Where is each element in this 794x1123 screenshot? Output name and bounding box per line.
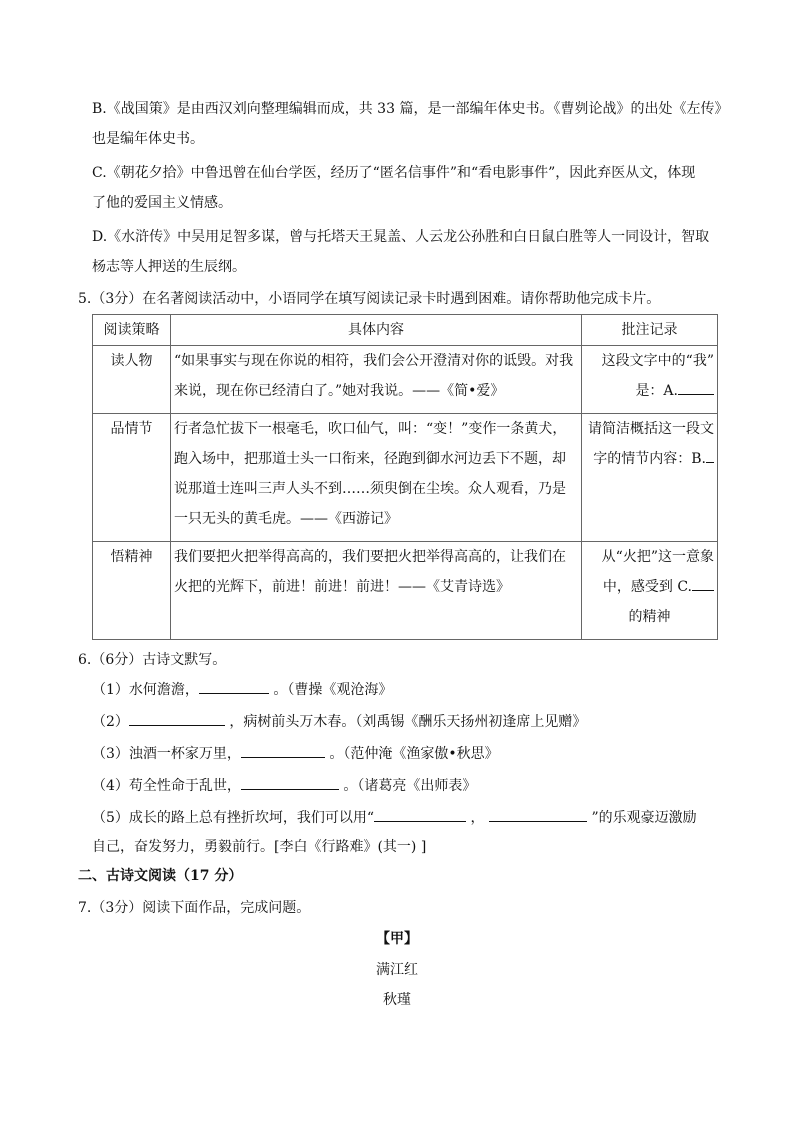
content-cell: 行者急忙拔下一根毫毛，吹口仙气，叫：“变！”变作一条黄犬，跑入场中，把那道士头一口衔来，径跑到御水河边丢下不题，却说那道士连叫三声人头不到……须臾倒在尘埃。众人观看，乃是一只无头的黄毛虎。——《西游记》 [171,414,582,542]
option-c-line2: 了他的爱国主义情感。 [92,195,232,211]
note-cell [582,346,718,414]
poem-title: 满江红 [376,962,418,978]
dictation-item-2: （2） ，病树前头万木春。（刘禹锡《酬乐天扬州初逢席上见赠》 [92,711,586,732]
answer-blank[interactable] [678,380,714,395]
note-answer-b: 字的情节内容：B. [585,444,714,474]
poem-tag: 【甲】 [376,931,418,947]
question-5-stem: 5.（3分）在名著阅读活动中，小语同学在填写阅读记录卡时遇到困难。请你帮助他完成卡片。 [78,291,661,307]
option-c-line1: C.《朝花夕拾》中鲁迅曾在仙台学医，经历了“匿名信事件”和“看电影事件”，因此弃医从文，体现 [92,165,696,181]
option-b-line2: 也是编年体史书。 [92,131,204,147]
table-row [93,346,718,414]
answer-blank[interactable] [241,743,325,758]
note-line: 这段文字中的“我” [601,353,714,369]
answer-blank[interactable] [129,711,225,726]
note-line: 的精神 [628,609,671,625]
note-line: 从“火把”这一意象 [601,549,714,565]
strategy-cell: 品情节 [93,414,171,542]
poem-author: 秋瑾 [383,992,411,1008]
section-title: 二、古诗文阅读（17 分） [78,868,243,884]
note-cell [582,414,718,542]
dictation-item-4: （4）苟全性命于乱世， 。（诸葛亮《出师表》 [92,775,476,796]
note-answer-c: 中，感受到 C. [585,572,714,602]
content-cell: “如果事实与现在你说的相符，我们会公开澄清对你的诋毁。对我来说，现在你已经清白了。”她对我说。——《简•爱》 [171,346,582,414]
header-note: 批注记录 [582,315,718,346]
strategy-cell: 读人物 [93,346,171,414]
reading-record-table [92,314,718,640]
note-cell [582,542,718,640]
note-answer-a: 是：A. [585,376,714,406]
dictation-item-1: （1）水何澹澹， 。（曹操《观沧海》 [92,679,392,700]
answer-blank[interactable] [199,679,269,694]
dictation-item-5-line2: 自己，奋发努力，勇毅前行。[李白《行路难》(其一) ] [92,839,427,855]
answer-blank[interactable] [374,807,466,822]
answer-blank[interactable] [489,807,587,822]
dictation-item-5: （5）成长的路上总有挫折坎坷，我们可以用“ ， ”的乐观豪迈激励 [92,807,697,828]
dictation-item-3: （3）浊酒一杯家万里， 。（范仲淹《渔家傲•秋思》 [92,743,499,764]
answer-blank[interactable] [692,576,714,591]
strategy-cell: 悟精神 [93,542,171,640]
header-strategy: 阅读策略 [93,315,171,346]
question-6-stem: 6.（6分）古诗文默写。 [78,652,227,668]
question-7-stem: 7.（3分）阅读下面作品，完成问题。 [78,900,311,916]
answer-blank[interactable] [706,448,714,463]
header-content: 具体内容 [171,315,582,346]
option-d-line2: 杨志等人押送的生辰纲。 [92,259,246,275]
content-cell: 我们要把火把举得高高的，我们要把火把举得高高的，让我们在火把的光辉下，前进！前进！前进！——《艾青诗选》 [171,542,582,640]
table-row [93,414,718,542]
note-line: 请简洁概括这一段文 [588,421,714,437]
option-d-line1: D.《水浒传》中吴用足智多谋，曾与托塔天王晁盖、人云龙公孙胜和白日鼠白胜等人一同设计，智取 [92,229,710,245]
table-row [93,542,718,640]
answer-blank[interactable] [241,775,339,790]
option-b-line1: B.《战国策》是由西汉刘向整理编辑而成，共 33 篇，是一部编年体史书。《曹刿论战》的出处《左传》 [92,101,729,117]
table-header-row [93,315,718,346]
